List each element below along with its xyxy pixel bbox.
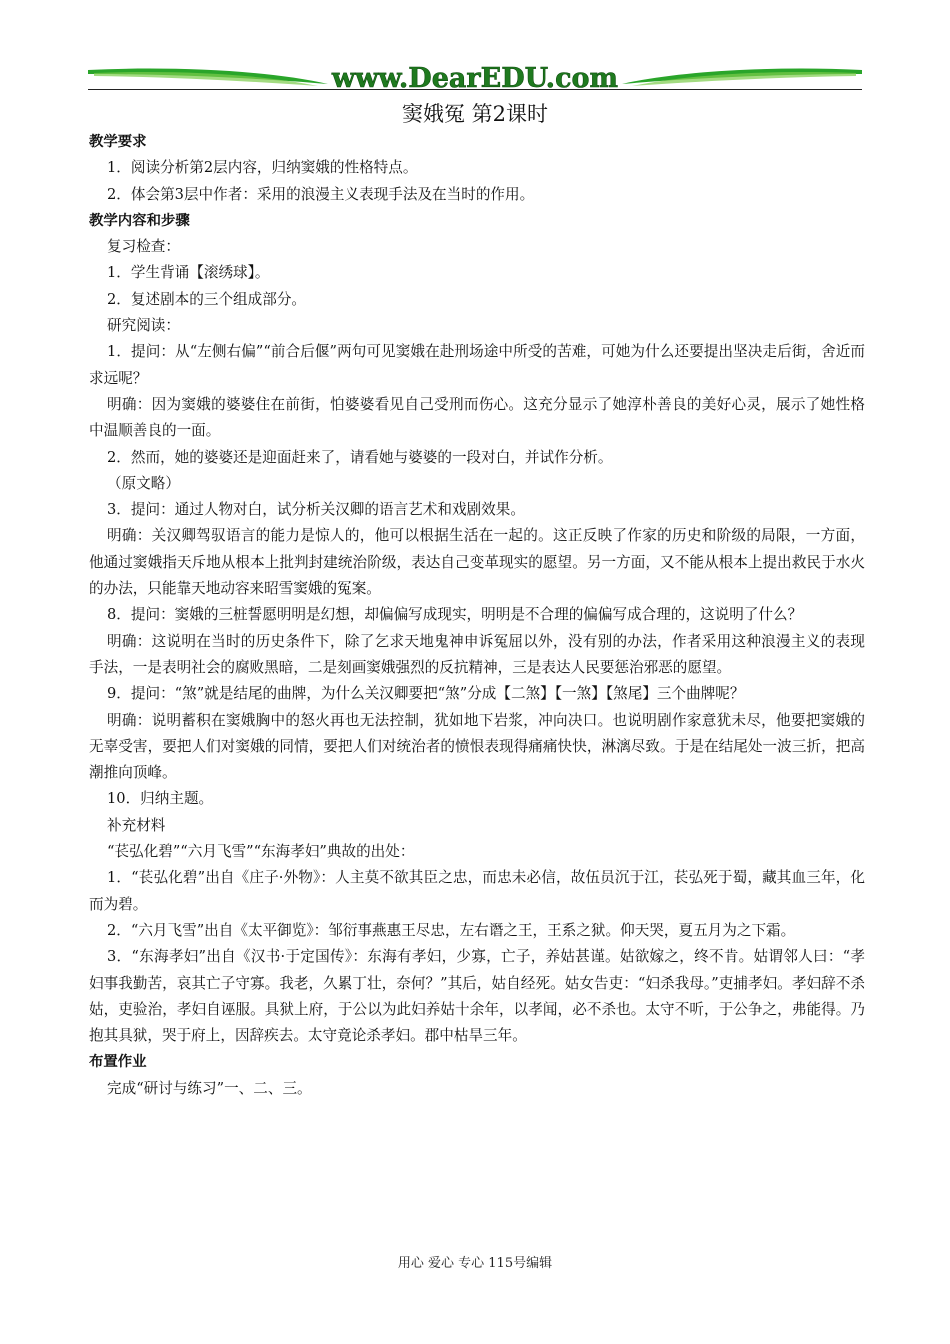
- body-paragraph: 1．阅读分析第2层内容，归纳窦娥的性格特点。: [107, 159, 418, 177]
- body-paragraph: 2．复述剧本的三个组成部分。: [107, 290, 307, 308]
- body-paragraph: 明确：说明蓄积在窦娥胸中的怒火再也无法控制，犹如地下岩浆，冲向决口。也说明剧作家意犹未尽，他要把窦娥的无辜受害，要把人们对窦娥的同情，要把人们对统治者的愤恨表现得痛痛快快，淋漓尽致。于是在结尾处一波三折，把高潮推向顶峰。: [89, 711, 865, 782]
- body-paragraph: 明确：这说明在当时的历史条件下，除了乞求天地鬼神申诉冤屈以外，没有别的办法，作者采用这种浪漫主义的表现手法，一是表明社会的腐败黑暗，二是刻画窦娥强烈的反抗精神，三是表达人民要惩治邪恶的愿望。: [89, 632, 865, 676]
- body-paragraph: 3．“东海孝妇”出自《汉书·于定国传》：东海有孝妇，少寡，亡子，养姑甚谨。姑欲嫁之，终不肯。姑谓邻人曰：“孝妇事我勤苦，哀其亡子守寡。我老，久累丁壮，奈何？”其后，姑自经死。姑女告吏：“妇杀我母。”吏捕孝妇。孝妇辞不杀姑，吏验治，孝妇自诬服。具狱上府，于公以为此妇养姑十余年，以孝闻，必不杀也。太守不听，于公争之，弗能得。乃抱其具狱，哭于府上，因辞疾去。太守竟论杀孝妇。郡中枯旱三年。: [89, 948, 865, 1045]
- body-paragraph: “苌弘化碧”“六月飞雪”“东海孝妇”典故的出处：: [107, 843, 415, 861]
- section-heading: 教学要求: [89, 134, 147, 150]
- body-paragraph: 2．然而，她的婆婆还是迎面赶来了，请看她与婆婆的一段对白，并试作分析。: [107, 448, 613, 466]
- body-paragraph: 明确：因为窦娥的婆婆住在前街，怕婆婆看见自己受刑而伤心。这充分显示了她淳朴善良的美好心灵，展示了她性格中温顺善良的一面。: [89, 395, 865, 440]
- section-heading: 教学内容和步骤: [89, 212, 190, 229]
- body-paragraph: 完成“研讨与练习”一、二、三。: [107, 1079, 312, 1097]
- body-paragraph: 明确：关汉卿驾驭语言的能力是惊人的，他可以根据生活在一起的。这正反映了作家的历史和阶级的局限，一方面，他通过窦娥指天斥地从根本上批判封建统治阶级，表达自己变革现实的愿望。另一方面，又不能从根本上提出救民于水火的办法，只能靠天地动容来昭雪窦娥的冤案。: [89, 527, 865, 598]
- body-paragraph: 8．提问：窦娥的三桩誓愿明明是幻想，却偏偏写成现实，明明是不合理的偏偏写成合理的，这说明了什么？: [107, 606, 803, 624]
- body-paragraph: 1．“苌弘化碧”出自《庄子·外物》：人主莫不欲其臣之忠，而忠未必信，故伍员沉于江，苌弘死于蜀，藏其血三年，化而为碧。: [89, 869, 865, 913]
- document-title: 窦娥冤 第2课时: [401, 102, 549, 126]
- site-logo[interactable]: www.DearEDU.com: [331, 63, 619, 94]
- body-paragraph: 复习检查：: [107, 238, 180, 256]
- document-body: [89, 129, 865, 1102]
- body-paragraph: 研究阅读：: [107, 317, 180, 335]
- body-paragraph: 3．提问：通过人物对白，试分析关汉卿的语言艺术和戏剧效果。: [107, 501, 525, 519]
- body-paragraph: （原文略）: [107, 474, 180, 492]
- body-paragraph: 1．提问：从“左侧右偏”“前合后偃”两句可见窦娥在赴刑场途中所受的苦难，可她为什么还要提出坚决走后街，舍近而求远呢？: [89, 343, 865, 387]
- body-paragraph: 10．归纳主题。: [107, 790, 214, 808]
- body-paragraph: 2．“六月飞雪”出自《太平御览》：邹衍事燕惠王尽忠，左右谮之王，王系之狱。仰天哭，夏五月为之下霜。: [107, 921, 796, 939]
- body-paragraph: 2．体会第3层中作者：采用的浪漫主义表现手法及在当时的作用。: [107, 185, 535, 203]
- body-paragraph: 9．提问：“煞”就是结尾的曲牌，为什么关汉卿要把“煞”分成【二煞】【一煞】【煞尾】三个曲牌呢？: [107, 685, 745, 703]
- body-paragraph: 补充材料: [107, 816, 166, 834]
- header-divider: [88, 89, 862, 90]
- section-heading: 布置作业: [89, 1054, 147, 1071]
- page-footer: 用心 爱心 专心 115号编辑: [397, 1256, 553, 1271]
- body-paragraph: 1．学生背诵【滚绣球】。: [107, 264, 270, 282]
